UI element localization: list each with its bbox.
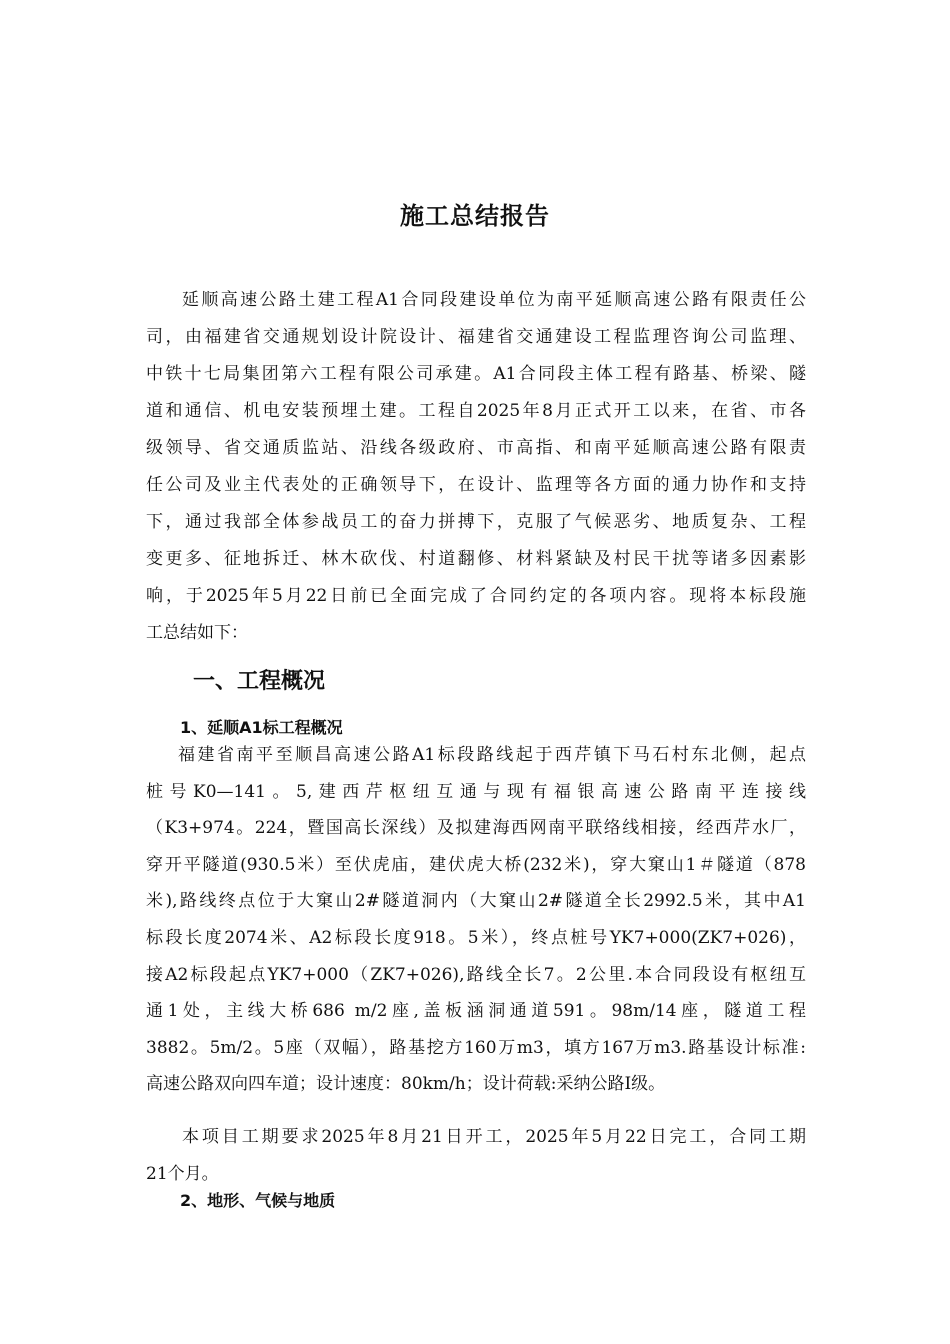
intro-line: 延顺高速公路土建工程A1合同段建设单位为南平延顺高速公路有限责任公 [182, 290, 806, 310]
intro-line: 道和通信、机电安装预埋土建。工程自2025年8月正式开工以来，在省、市各 [146, 401, 806, 421]
a1-overview-paragraph [146, 737, 806, 1103]
section-heading-overview: 一、工程概况 [193, 669, 326, 694]
a1-line: （K3+974。224，暨国高长深线）及拟建海西网南平联络线相接，经西芹水厂， [146, 818, 806, 839]
subsection-heading-a1: 1、延顺A1标工程概况 [180, 718, 343, 737]
a1-line: 米),路线终点位于大窠山2#隧道洞内（大窠山2#隧道全长2992.5米，其中A1 [146, 891, 806, 912]
a1-line: 3882。5m/2。5座（双幅），路基挖方160万m3，填方167万m3.路基设计标准: [146, 1037, 806, 1058]
intro-line: 司，由福建省交通规划设计院设计、福建省交通建设工程监理咨询公司监理、 [146, 327, 806, 347]
schedule-paragraph [146, 1119, 806, 1193]
a1-line: 穿开平隧道(930.5米）至伏虎庙，建伏虎大桥(232米)，穿大窠山1＃隧道（878 [146, 854, 806, 875]
intro-line: 响，于2025年5月22日前已全面完成了合同约定的各项内容。现将本标段施 [146, 586, 806, 606]
a1-line: 通1处，主线大桥686 m/2座,盖板涵洞通道591。98m/14座，隧道工程 [146, 1001, 806, 1022]
subsection-heading-terrain: 2、地形、气候与地质 [180, 1191, 336, 1210]
a1-line: 接A2标段起点YK7+000（ZK7+026),路线全长7。2公里.本合同段设有枢纽互 [146, 964, 806, 985]
intro-line: 变更多、征地拆迁、林木砍伐、村道翻修、材料紧缺及村民干扰等诸多因素影 [146, 549, 806, 569]
a1-line: 标段长度2074米、A2标段长度918。5米），终点桩号YK7+000(ZK7+026)， [146, 927, 806, 948]
intro-line: 下，通过我部全体参战员工的奋力拼搏下，克服了气候恶劣、地质复杂、工程 [146, 512, 806, 532]
schedule-line: 21个月。 [146, 1164, 219, 1184]
intro-line: 任公司及业主代表处的正确领导下，在设计、监理等各方面的通力协作和支持 [146, 475, 806, 495]
intro-line: 级领导、省交通质监站、沿线各级政府、市高指、和南平延顺高速公路有限责 [146, 438, 806, 458]
a1-line: 福建省南平至顺昌高速公路A1标段路线起于西芹镇下马石村东北侧，起点 [178, 745, 806, 765]
intro-line: 工总结如下： [146, 623, 248, 643]
intro-paragraph [146, 282, 806, 652]
schedule-line: 本项目工期要求2025年8月21日开工，2025年5月22日完工，合同工期 [182, 1127, 806, 1147]
a1-line: 桩号K0—141。5,建西芹枢纽互通与现有福银高速公路南平连接线 [146, 781, 806, 802]
document-title: 施工总结报告 [400, 202, 550, 230]
intro-line: 中铁十七局集团第六工程有限公司承建。A1合同段主体工程有路基、桥梁、隧 [146, 364, 806, 384]
a1-line: 高速公路双向四车道；设计速度：80km/h；设计荷载:采纳公路Ⅰ级。 [146, 1074, 666, 1095]
